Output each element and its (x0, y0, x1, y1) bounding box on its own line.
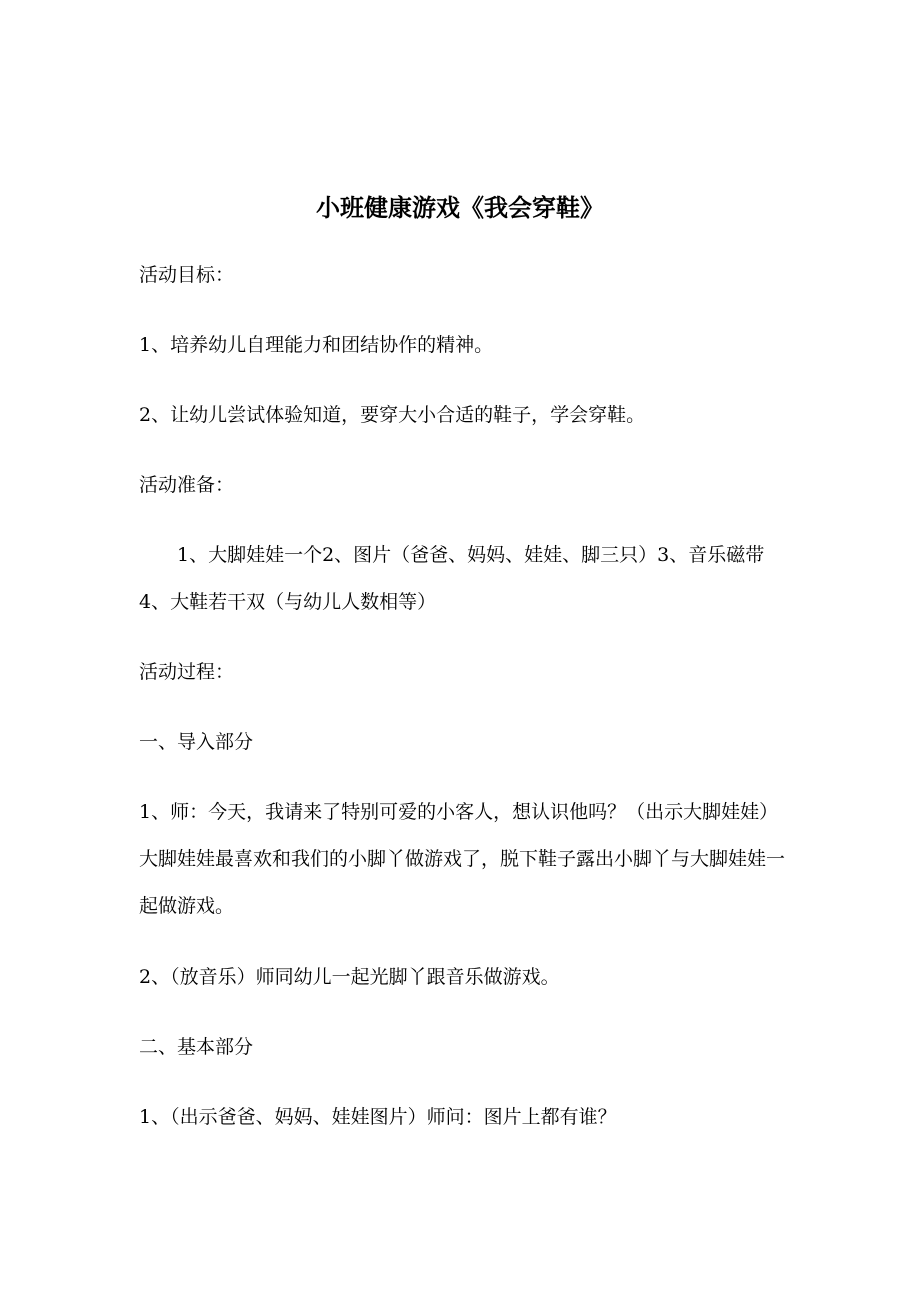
part-heading-intro: 一、导入部分 (139, 731, 254, 753)
goal-item-2: 2、让幼儿尝试体验知道，要穿大小合适的鞋子，学会穿鞋。 (139, 404, 646, 426)
section-heading-goals: 活动目标： (139, 264, 235, 286)
basic-step-1: 1、（出示爸爸、妈妈、娃娃图片）师问：图片上都有谁？ (139, 1106, 617, 1128)
goal-item-1: 1、培养幼儿自理能力和团结协作的精神。 (139, 334, 494, 356)
part-heading-basic: 二、基本部分 (139, 1036, 254, 1058)
section-heading-preparation: 活动准备： (139, 474, 235, 496)
intro-step-1: 1、师：今天，我请来了特别可爱的小客人，想认识他吗？（出示大脚娃娃）大脚娃娃最喜欢和我们的小脚丫做游戏了，脱下鞋子露出小脚丫与大脚娃娃一起做游戏。 (139, 801, 786, 917)
section-heading-process: 活动过程： (139, 661, 235, 683)
document-title: 小班健康游戏《我会穿鞋》 (316, 194, 604, 222)
preparation-list: 1、大脚娃娃一个2、图片（爸爸、妈妈、娃娃、脚三只）3、音乐磁带4、大鞋若干双（与幼儿人数相等） (139, 544, 765, 613)
intro-step-2: 2、（放音乐）师同幼儿一起光脚丫跟音乐做游戏。 (139, 966, 560, 988)
